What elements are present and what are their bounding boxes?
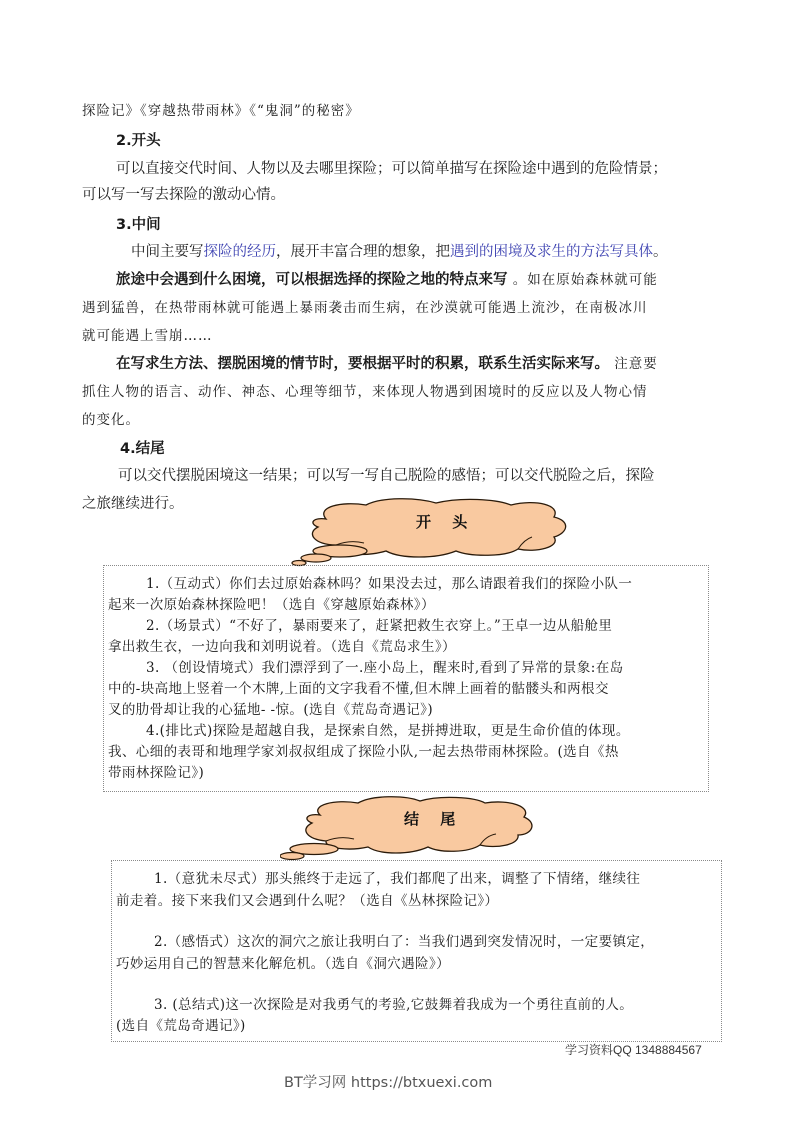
difficulty-paragraph-line-1 [116, 270, 658, 290]
ending-example-3-line-2: (选自《荒岛奇遇记》) [116, 1018, 246, 1034]
ending-example-2-line-2: 巧妙运用自己的智慧来化解危机。（选自《洞穴遇险》） [116, 956, 450, 972]
opening-example-4-line-3: 带雨林探险记》) [108, 765, 205, 781]
cloud-label-opening: 开 头 [416, 513, 476, 531]
highlight-difficulty-survival: 遇到的困境及求生的方法写具体 [450, 244, 653, 260]
ending-example-1-line-2: 前走着。接下来我们又会遇到什么呢？（选自《丛林探险记》） [116, 893, 499, 909]
qq-contact-note: 学习资料QQ 1348884567 [565, 1043, 702, 1057]
opening-example-1-line-2: 起来一次原始森林探险吧！（选自《穿越原始森林》） [108, 597, 435, 613]
opening-example-4-line-1: 4.(排比式)探险是超越自我，是探索自然，是拼搏进取，更是生命价值的体现。 [146, 723, 630, 739]
opening-text-line-1: 可以直接交代时间、人物以及去哪里探险；可以简单描写在探险途中遇到的危险情景； [116, 161, 667, 177]
highlight-adventure-experience: 探险的经历 [203, 244, 276, 260]
survival-paragraph-line-1 [116, 354, 658, 374]
opening-example-3-line-3: 叉的肋骨却让我的心猛地- -惊。(选自《荒岛奇遇记》) [108, 702, 433, 718]
middle-text-part: ，展开丰富合理的想象，把 [276, 244, 450, 260]
opening-example-4-line-2: 我、心细的表哥和地理学家刘叔叔组成了探险小队,一起去热带雨林探险。(选自《热 [108, 744, 619, 760]
opening-example-3-line-1: 3. （创设情境式）我们漂浮到了一.座小岛上，醒来时,看到了异常的景象:在岛 [146, 660, 624, 676]
ending-text-line-1: 可以交代摆脱困境这一结果；可以写一写自己脱险的感悟；可以交代脱险之后，探险 [118, 468, 655, 484]
ending-text-line-2: 之旅继续进行。 [82, 496, 184, 512]
survival-rest: 注意要 [609, 356, 658, 372]
survival-bold-text: 在写求生方法、摆脱困境的情节时，要根据平时的积累，联系生活实际来写。 [116, 356, 609, 372]
opening-example-2-line-2: 拿出救生衣，一边向我和刘明说着。（选自《荒岛求生》） [108, 639, 456, 655]
survival-paragraph-line-2: 抓住人物的语言、动作、神态、心理等细节，来体现人物遇到困境时的反应以及人物心情 [82, 384, 648, 400]
middle-text-part: 。 [653, 244, 668, 260]
difficulty-paragraph-line-3: 就可能遇上雪崩…… [82, 328, 213, 344]
cloud-label-ending: 结 尾 [404, 810, 464, 828]
opening-examples-box [103, 565, 709, 792]
survival-paragraph-line-3: 的变化。 [82, 412, 140, 428]
ending-example-2-line-1: 2.（感悟式）这次的洞穴之旅让我明白了：当我们遇到突发情况时，一定要镇定， [154, 934, 655, 950]
heading-ending: 4.结尾 [120, 441, 165, 457]
difficulty-bold-text: 旅途中会遇到什么困境，可以根据选择的探险之地的特点来写 [116, 272, 508, 288]
opening-text-line-2: 可以写一写去探险的激动心情。 [82, 187, 285, 203]
ending-example-3-line-1: 3. (总结式)这一次探险是对我勇气的考验,它鼓舞着我成为一个勇往直前的人。 [154, 997, 634, 1013]
difficulty-rest: 。如在原始森林就可能 [507, 272, 658, 288]
middle-text-part: 中间主要写 [131, 244, 204, 260]
ending-example-1-line-1: 1.（意犹未尽式）那头熊终于走远了，我们都爬了出来，调整了下情绪，继续往 [154, 871, 641, 887]
opening-example-2-line-1: 2.（场景式）“不好了，暴雨要来了，赶紧把救生衣穿上。”王卓一边从船舱里 [146, 618, 613, 634]
heading-middle: 3.中间 [116, 217, 161, 233]
middle-paragraph [131, 242, 668, 262]
opening-example-1-line-1: 1.（互动式）你们去过原始森林吗？如果没去过，那么请跟着我们的探险小队一 [146, 576, 633, 592]
site-watermark: BT学习网 https://btxuexi.com [284, 1075, 493, 1091]
opening-example-3-line-2: 中的-块高地上竖着一个木牌,上面的文字我看不懂,但木牌上画着的骷髅头和两根交 [108, 681, 609, 697]
heading-opening: 2.开头 [116, 133, 161, 149]
difficulty-paragraph-line-2: 遇到猛兽，在热带雨林就可能遇上暴雨袭击而生病，在沙漠就可能遇上流沙，在南极冰川 [82, 300, 648, 316]
cloud-callout-opening [286, 497, 586, 567]
ending-examples-box [111, 860, 722, 1042]
intro-line: 探险记》《穿越热带雨林》《“鬼洞”的秘密》 [82, 103, 360, 119]
